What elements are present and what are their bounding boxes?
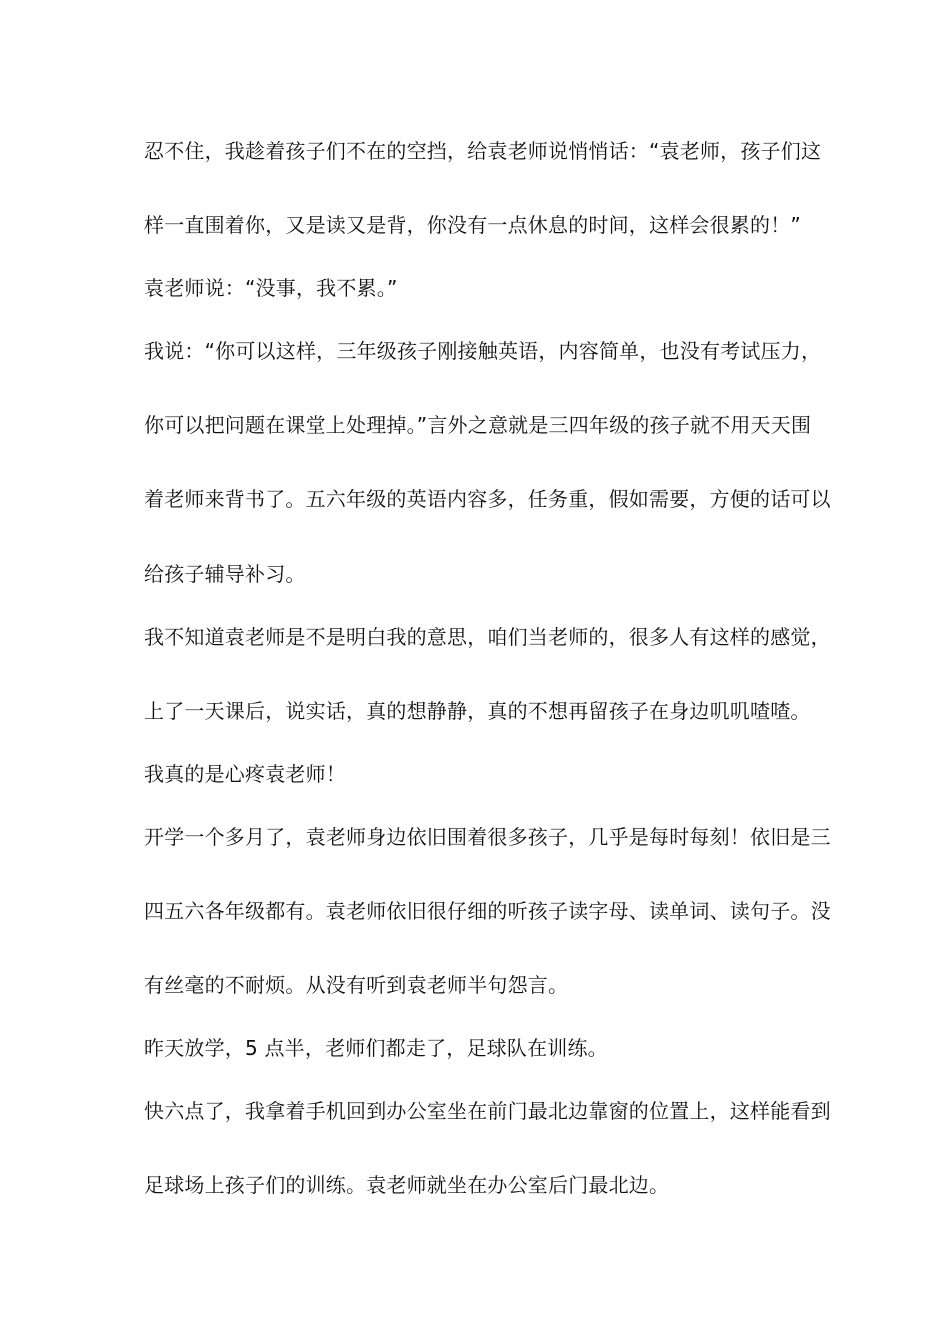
text-line: 上了一天课后，说实话，真的想静静，真的不想再留孩子在身边叽叽喳喳。 xyxy=(144,699,811,723)
text-line: 四五六各年级都有。袁老师依旧很仔细的听孩子读字母、读单词、读句子。没 xyxy=(144,899,831,923)
text-line: 足球场上孩子们的训练。袁老师就坐在办公室后门最北边。 xyxy=(144,1173,670,1197)
text-line: 我说：“你可以这样，三年级孩子刚接触英语，内容简单，也没有考试压力， xyxy=(144,339,822,363)
text-line: 样一直围着你，又是读又是背，你没有一点休息的时间，这样会很累的！” xyxy=(144,213,801,237)
text-line: 开学一个多月了，袁老师身边依旧围着很多孩子，几乎是每时每刻！依旧是三 xyxy=(144,825,831,849)
text-line: 忍不住，我趁着孩子们不在的空挡，给袁老师说悄悄话：“袁老师，孩子们这 xyxy=(144,139,822,163)
text-line: 快六点了，我拿着手机回到办公室坐在前门最北边靠窗的位置上，这样能看到 xyxy=(144,1099,831,1123)
text-line: 给孩子辅导补习。 xyxy=(144,562,306,586)
text-line: 我真的是心疼袁老师！ xyxy=(144,762,346,786)
text-line: 你可以把问题在课堂上处理掉。”言外之意就是三四年级的孩子就不用天天围 xyxy=(144,413,812,437)
text-line: 有丝毫的不耐烦。从没有听到袁老师半句怨言。 xyxy=(144,973,569,997)
text-line: 袁老师说：“没事，我不累。” xyxy=(144,276,398,300)
text-line: 着老师来背书了。五六年级的英语内容多，任务重，假如需要，方便的话可以 xyxy=(144,487,831,511)
text-line: 昨天放学，5 点半，老师们都走了，足球队在训练。 xyxy=(144,1036,608,1060)
text-line: 我不知道袁老师是不是明白我的意思，咱们当老师的，很多人有这样的感觉， xyxy=(144,625,831,649)
